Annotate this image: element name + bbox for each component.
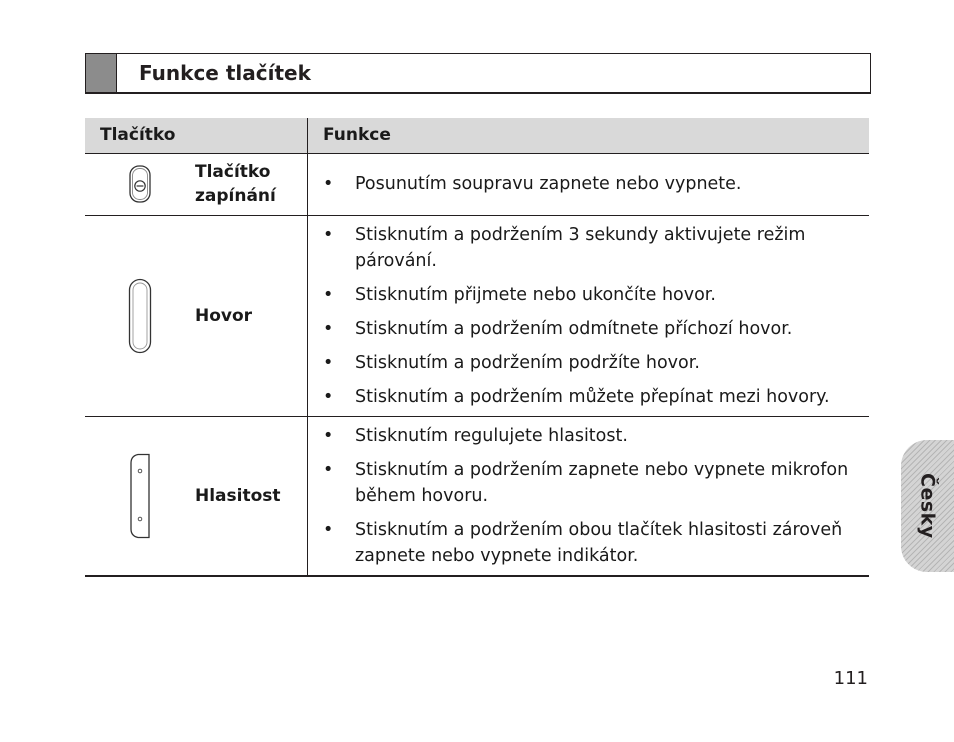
table-row <box>85 416 869 576</box>
list-item: • Stisknutím a podržením zapnete nebo vypnete mikrofon během hovoru. <box>308 457 861 509</box>
language-label: Česky <box>916 473 939 539</box>
button-label: Hlasitost <box>195 485 281 506</box>
call-button-icon <box>128 278 152 354</box>
header-function: Funkce <box>308 118 870 153</box>
list-item: • Stisknutím regulujete hlasitost. <box>308 423 861 449</box>
section-marker <box>86 54 117 92</box>
list-item: • Stisknutím a podržením obou tlačítek hlasitosti zároveň zapnete nebo vypnete indikátor. <box>308 517 861 569</box>
button-cell <box>85 278 307 354</box>
button-cell <box>85 453 307 539</box>
button-cell <box>85 160 307 208</box>
list-item: • Posunutím soupravu zapnete nebo vypnete. <box>308 171 861 197</box>
function-list <box>308 222 861 410</box>
list-item: • Stisknutím a podržením podržíte hovor. <box>308 350 861 376</box>
function-list <box>308 171 861 197</box>
header-button: Tlačítko <box>85 118 308 153</box>
section-header <box>85 53 871 94</box>
function-list <box>308 423 861 569</box>
button-label: Hovor <box>195 305 253 326</box>
list-item: • Stisknutím a podržením můžete přepínat mezi hovory. <box>308 384 861 410</box>
list-item: • Stisknutím a podržením 3 sekundy aktivujete režim párování. <box>308 222 861 274</box>
table-row <box>85 215 869 416</box>
table-header-row <box>85 118 869 153</box>
page-number: 111 <box>833 668 868 689</box>
section-title: Funkce tlačítek <box>139 61 311 85</box>
volume-button-icon <box>128 453 152 539</box>
table-row <box>85 153 869 215</box>
list-item: • Stisknutím přijmete nebo ukončíte hovor. <box>308 282 861 308</box>
button-label: zapínání <box>195 186 276 206</box>
list-item: • Stisknutím a podržením odmítnete příchozí hovor. <box>308 316 861 342</box>
button-label: Tlačítko <box>195 162 271 182</box>
language-tab <box>901 440 954 572</box>
button-functions-table <box>85 118 869 577</box>
power-slider-icon <box>129 165 151 203</box>
